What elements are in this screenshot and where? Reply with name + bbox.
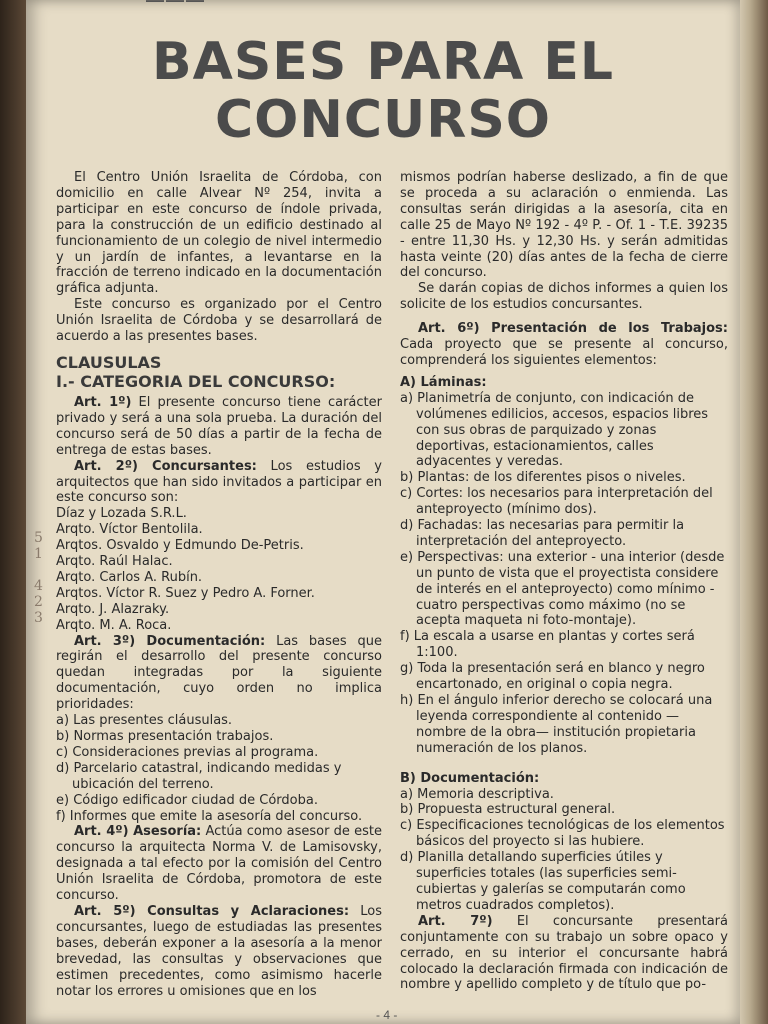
article-1 bbox=[56, 395, 382, 459]
intro-paragraph-2: Este concurso es organizado por el Centro Unión Israelita de Córdoba y se desarrollará de acuerdo a las presentes bases. bbox=[56, 297, 382, 345]
list-item: e) Código edificador ciudad de Córdoba. bbox=[56, 792, 318, 808]
article-4 bbox=[56, 824, 382, 904]
list-item: a) Memoria descriptiva. bbox=[400, 786, 554, 802]
page-title-line1: BASES PARA EL bbox=[151, 32, 615, 92]
participant-item: Arqto. J. Alazraky. bbox=[56, 601, 170, 617]
article-3-text: Las bases que regirán el desarrollo del presente concurso quedan integradas por la siguiente documentación, cuyo orden no implica prioridades: bbox=[56, 633, 382, 713]
list-item: c) Cortes: los necesarios para interpretación del anteproyecto (mínimo dos). bbox=[400, 486, 713, 518]
list-item: h) En el ángulo inferior derecho se colocará una leyenda correspondiente al contenido —nombre de la obra— institución propietaria numeración de los planos. bbox=[400, 693, 713, 756]
left-column bbox=[56, 170, 382, 999]
article-4-label: Art. 4º) Asesoría: bbox=[74, 824, 202, 840]
margin-mark: 2 bbox=[34, 594, 43, 610]
documentacion-list bbox=[400, 787, 728, 914]
list-item: a) Planimetría de conjunto, con indicación de volúmenes edilicios, accesos, espacios libres con sus obras de parquizado y zonas deportivas, estacionamientos, calles adyacentes y veredas. bbox=[400, 390, 709, 470]
list-item: f) Informes que emite la asesoría del concurso. bbox=[56, 808, 363, 824]
list-item: b) Plantas: de los diferentes pisos o niveles. bbox=[400, 470, 686, 486]
list-item: a) Las presentes cláusulas. bbox=[56, 713, 233, 729]
laminas-heading: A) Láminas: bbox=[400, 374, 487, 390]
right-column bbox=[400, 170, 728, 993]
article-6-label: Art. 6º) Presentación de los Trabajos: bbox=[418, 321, 728, 337]
article-5 bbox=[56, 904, 382, 999]
list-item: c) Especificaciones tecnológicas de los elementos básicos del proyecto si las hubiere. bbox=[400, 818, 725, 850]
page-number: - 4 - bbox=[376, 1008, 398, 1022]
article-6 bbox=[400, 321, 728, 369]
article-5-text: Los concursantes, luego de estudiadas las presentes bases, deberán exponer a la asesoría a la menor brevedad, las consultas y observaciones que estimen precedentes, como asimismo hacerle notar los errores u omisiones que en los bbox=[56, 903, 383, 999]
list-item: d) Planilla detallando superficies útiles y superficies totales (las superficies semi-cubiertas y galerías se computarán como metros cuadrados completos). bbox=[400, 850, 686, 913]
laminas-list bbox=[400, 391, 728, 757]
margin-mark: 5 bbox=[34, 530, 43, 546]
article-7-label: Art. 7º) bbox=[418, 913, 493, 929]
participant-item: Arqto. M. A. Roca. bbox=[56, 617, 172, 633]
list-item: e) Perspectivas: una exterior - una interior (desde un punto de vista que el proyectista considere de interés en el anteproyecto) como mínimo - cuatro perspectivas como máximo (no se acepta maqueta ni foto-montaje). bbox=[400, 549, 725, 629]
margin-mark: 1 bbox=[34, 546, 43, 562]
cut-off-header: ——— bbox=[146, 0, 206, 10]
participant-item: Arqto. Raúl Halac. bbox=[56, 554, 173, 570]
participant-item: Arqto. Carlos A. Rubín. bbox=[56, 569, 203, 585]
article-6-text: Cada proyecto que se presente al concurso, comprenderá los siguientes elementos: bbox=[400, 337, 728, 368]
article-4-text: Actúa como asesor de este concurso la arquitecta Norma V. de Lamisovsky, designada a tal efecto por la comisión del Centro Unión Israelita de Córdoba, promotora de este concurso. bbox=[56, 824, 382, 904]
list-item: f) La escala a usarse en plantas y cortes será 1:100. bbox=[400, 629, 695, 661]
categoria-heading: I.- CATEGORIA DEL CONCURSO: bbox=[56, 371, 336, 391]
list-item: b) Normas presentación trabajos. bbox=[56, 729, 274, 744]
list-item: c) Consideraciones previas al programa. bbox=[56, 744, 319, 760]
article-3-list bbox=[56, 713, 382, 824]
continuation-paragraph: mismos podrían haberse deslizado, a fin de que se proceda a su aclaración o enmienda. Las consultas serán dirigidas a la asesoría, cita en calle 25 de Mayo Nº 192 - 4º P. - Of. 1 - T.E. 39235 - entre 11,30 Hs. y 12,30 Hs. y serán admitidas hasta veinte (20) días antes de la fecha de cierre del concurso. bbox=[400, 170, 728, 281]
participant-item: Arqto. Víctor Bentolila. bbox=[56, 522, 203, 538]
list-item: g) Toda la presentación será en blanco y negro encartonado, en original o copia negra. bbox=[400, 661, 705, 693]
page-title-line2: CONCURSO bbox=[215, 90, 551, 150]
article-3-label: Art. 3º) Documentación: bbox=[74, 633, 266, 649]
article-3 bbox=[56, 634, 382, 714]
intro-paragraph-1: El Centro Unión Israelita de Córdoba, con domicilio en calle Alvear Nº 254, invita a participar en este concurso de índole privada, para la construcción de un edificio destinado al funcionamiento de un colegio de nivel intermedio y un jardín de infantes, a levantarse en la fracción de terreno indicado en la documentación gráfica adjunta. bbox=[56, 170, 382, 297]
article-7 bbox=[400, 914, 728, 994]
document-page bbox=[26, 0, 740, 1024]
article-2-label: Art. 2º) Concursantes: bbox=[74, 458, 257, 474]
participant-item: Arqtos. Osvaldo y Edmundo De-Petris. bbox=[56, 538, 304, 554]
article-7-text: El concursante presentará conjuntamente con su trabajo un sobre opaco y cerrado, en su interior el concursante habrá colocado la declaración firmada con indicación de nombre y apellido completo y de título que po- bbox=[400, 913, 728, 993]
list-item: b) Propuesta estructural general. bbox=[400, 802, 616, 818]
participant-item: Arqtos. Víctor R. Suez y Pedro A. Forner. bbox=[56, 585, 315, 601]
article-2 bbox=[56, 459, 382, 507]
article-2-text: Los estudios y arquitectos que han sido invitados a participar en este concurso son: bbox=[56, 458, 383, 506]
margin-mark: 4 bbox=[34, 578, 43, 594]
article-1-text: El presente concurso tiene carácter privado y será a una sola prueba. La duración del concurso será de 50 días a partir de la fecha de entrega de estas bases. bbox=[56, 394, 382, 458]
photo-background-left bbox=[0, 0, 26, 1024]
margin-mark: 3 bbox=[34, 610, 43, 626]
documentacion-heading: B) Documentación: bbox=[400, 770, 540, 786]
copies-paragraph: Se darán copias de dichos informes a quien los solicite de los estudios concursantes. bbox=[400, 281, 728, 313]
participants-list bbox=[56, 506, 382, 633]
list-item: d) Fachadas: las necesarias para permitir la interpretación del anteproyecto. bbox=[400, 518, 685, 549]
photo-background-right bbox=[738, 0, 768, 1024]
clausulas-heading: CLAUSULAS bbox=[56, 352, 162, 372]
list-item: d) Parcelario catastral, indicando medidas y ubicación del terreno. bbox=[56, 760, 342, 792]
participant-item: Díaz y Lozada S.R.L. bbox=[56, 506, 187, 522]
article-1-label: Art. 1º) bbox=[74, 394, 132, 410]
article-5-label: Art. 5º) Consultas y Aclaraciones: bbox=[74, 903, 350, 919]
